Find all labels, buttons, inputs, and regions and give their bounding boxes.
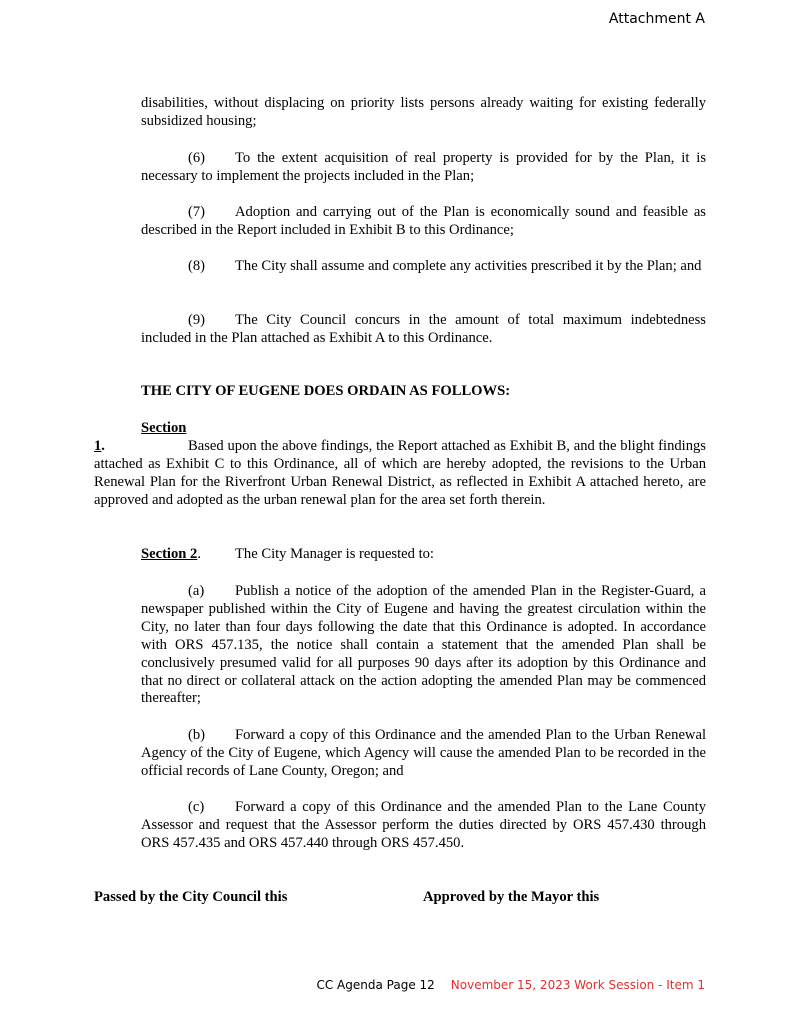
- section-1: [94, 420, 706, 510]
- section-2-item-a: [141, 583, 706, 708]
- ordain-heading: THE CITY OF EUGENE DOES ORDAIN AS FOLLOWS:: [141, 383, 511, 399]
- finding-continued: disabilities, without displacing on priority lists persons already waiting for existing federally subsidized housing;: [141, 95, 706, 129]
- section-2-item-c: [141, 799, 706, 853]
- section-1-label: Section 1: [94, 420, 187, 454]
- finding-num: (6): [188, 150, 206, 166]
- finding-text: To the extent acquisition of real property is provided for by the Plan, it is necessary to implement the projects included in the Plan;: [141, 150, 706, 184]
- section-2-num: (c): [188, 799, 205, 815]
- section-2-num: (b): [188, 727, 206, 743]
- section-1-heading: [94, 420, 188, 456]
- section-2-heading: [141, 546, 434, 564]
- finding-text: Adoption and carrying out of the Plan is economically sound and feasible as described in the Report included in Exhibit B to this Ordinance;: [141, 204, 706, 238]
- work-session-label: November 15, 2023 Work Session - Item 1: [450, 978, 705, 992]
- finding-item-8: [141, 258, 706, 276]
- council-signature-line: Passed by the City Council this: [94, 889, 288, 905]
- page-footer: [316, 977, 705, 995]
- finding-item-9: [141, 312, 706, 348]
- section-1-punct: .: [101, 437, 105, 454]
- finding-text: The City shall assume and complete any activities prescribed it by the Plan; and: [235, 258, 702, 274]
- finding-num: (8): [188, 258, 206, 274]
- section-2-text: Forward a copy of this Ordinance and the amended Plan to the Urban Renewal Agency of the City of Eugene, which Agency will cause the amended Plan to be recorded in the official records of Lane County, Oregon; and: [141, 727, 706, 779]
- finding-num: (9): [188, 312, 206, 328]
- section-2-intro: The City Manager is requested to:: [235, 546, 434, 562]
- attachment-label: Attachment A: [608, 11, 705, 27]
- finding-num: (7): [188, 204, 206, 220]
- finding-item-6: [141, 150, 706, 186]
- section-2-punct: .: [197, 546, 202, 562]
- finding-item-7: [141, 204, 706, 240]
- section-2-text: Publish a notice of the adoption of the amended Plan in the Register-Guard, a newspaper published within the City of Eugene and having the greatest circulation within the City, no later than four days following the date that this Ordinance is adopted. In accordance with ORS 457.135, the notice shall contain a statement that the amended Plan shall be conclusively presumed valid for all purposes 90 days after its adoption by this Ordinance and that no direct or collateral attack on the action adopting the amended Plan may be commenced thereafter;: [141, 583, 706, 707]
- section-1-text: Based upon the above findings, the Report attached as Exhibit B, and the blight findings attached as Exhibit C to this Ordinance, all of which are hereby adopted, the revisions to the Urban Renewal Plan for the Riverfront Urban Renewal District, as reflected in Exhibit A attached hereto, are approved and adopted as the urban renewal plan for the area set forth therein.: [94, 437, 706, 508]
- mayor-signature-line: Approved by the Mayor this: [423, 889, 600, 905]
- agenda-page: CC Agenda Page 12: [316, 978, 435, 992]
- section-2-num: (a): [188, 583, 205, 599]
- finding-text: The City Council concurs in the amount of total maximum indebtedness included in the Plan attached as Exhibit A to this Ordinance.: [141, 312, 706, 346]
- section-2-text: Forward a copy of this Ordinance and the amended Plan to the Lane County Assessor and request that the Assessor perform the duties directed by ORS 457.430 through ORS 457.435 and ORS 457.440 through ORS 457.450.: [141, 799, 706, 851]
- section-2-label: Section 2: [141, 546, 198, 562]
- section-2-item-b: [141, 727, 706, 781]
